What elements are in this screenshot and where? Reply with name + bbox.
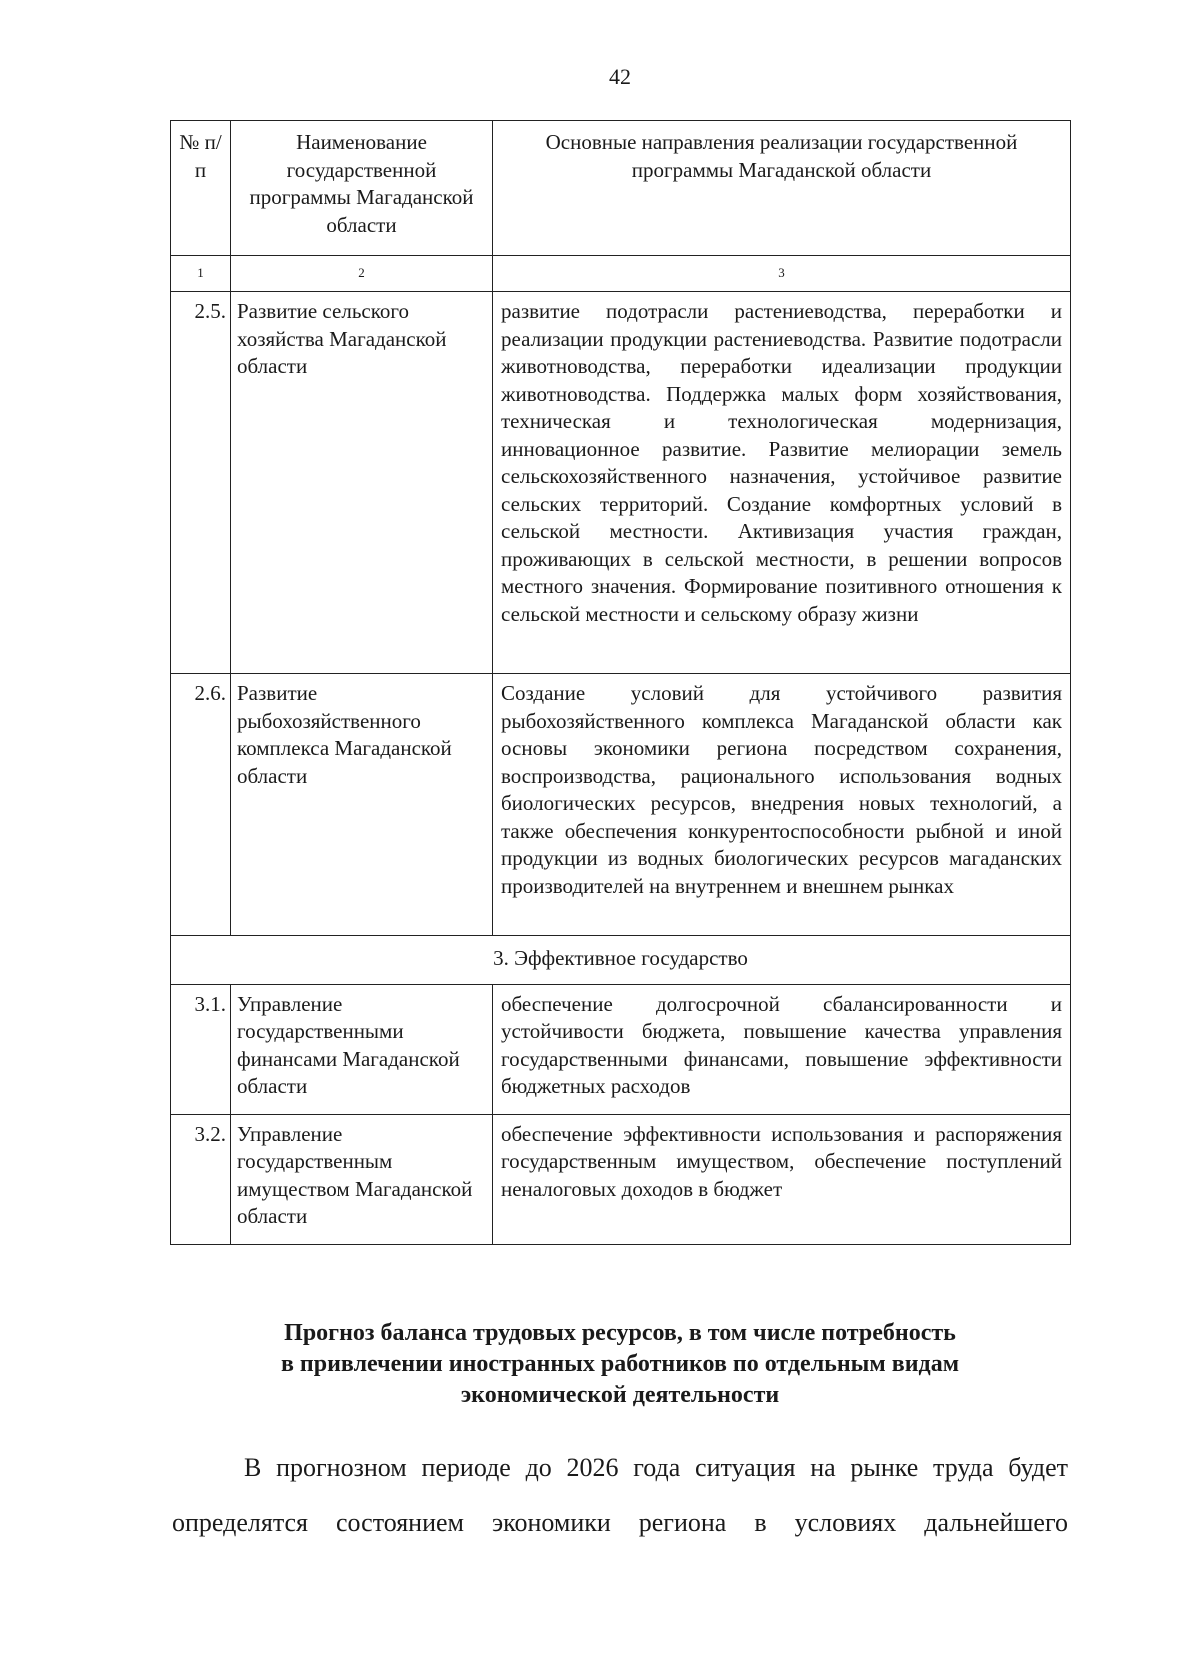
- paragraph-line: определятся состоянием экономики региона в условиях дальнейшего: [172, 1508, 1068, 1537]
- section-title: 3. Эффективное государство: [171, 936, 1071, 985]
- column-number: 2: [231, 256, 493, 292]
- program-directions: обеспечение эффективности использования и распоряжения государственным имуществом, обеспечение поступлений неналоговых доходов в бюджет: [493, 1114, 1071, 1244]
- heading-line: экономической деятельности: [460, 1382, 780, 1408]
- program-directions: Создание условий для устойчивого развития рыбохозяйственного комплекса Магаданской области как основы экономики региона посредством сохранения, воспроизводства, рационального использования водных биологических ресурсов, внедрения новых технологий, а также обеспечения конкурентоспособности рыбной и иной продукции из водных биологических ресурсов магаданских производителей на внутреннем и внешнем рынках: [493, 674, 1071, 936]
- program-directions: обеспечение долгосрочной сбалансированности и устойчивости бюджета, повышение качества управления государственными финансами, повышение эффективности бюджетных расходов: [493, 984, 1071, 1114]
- body-paragraph: [172, 1440, 1068, 1550]
- program-name: Развитие сельского хозяйства Магаданской области: [231, 292, 493, 674]
- row-number: 2.6.: [171, 674, 231, 936]
- program-name: Развитие рыбохозяйственного комплекса Магаданской области: [231, 674, 493, 936]
- section-heading: [170, 1318, 1070, 1411]
- programs-table: [170, 120, 1071, 1245]
- program-directions: развитие подотрасли растениеводства, переработки и реализации продукции растениеводства. Развитие подотрасли животноводства, переработки идеализации продукции животноводства. Поддержка малых форм хозяйствования, техническая и технологическая модернизация, инновационное развитие. Развитие мелиорации земель сельскохозяйственного назначения, устойчивое развитие сельских территорий. Создание комфортных условий в сельской местности. Активизация участия граждан, проживающих в сельской местности, в решении вопросов местного значения. Формирование позитивного отношения к сельской местности и сельскому образу жизни: [493, 292, 1071, 674]
- table-row: [171, 674, 1071, 936]
- column-number: 3: [493, 256, 1071, 292]
- column-number: 1: [171, 256, 231, 292]
- paragraph-line: В прогнозном периоде до 2026 года ситуация на рынке труда будет: [244, 1453, 1068, 1482]
- section-row: [171, 936, 1071, 985]
- table-header-row: [171, 121, 1071, 256]
- table-row: [171, 984, 1071, 1114]
- program-name: Управление государственным имуществом Магаданской области: [231, 1114, 493, 1244]
- heading-line: Прогноз баланса трудовых ресурсов, в том числе потребность: [284, 1320, 956, 1346]
- header-number: № п/п: [171, 121, 231, 256]
- row-number: 2.5.: [171, 292, 231, 674]
- heading-line: в привлечении иностранных работников по отдельным видам: [280, 1351, 960, 1377]
- header-directions: Основные направления реализации государственной программы Магаданской области: [493, 121, 1071, 256]
- page-number: 42: [609, 64, 631, 89]
- program-name: Управление государственными финансами Магаданской области: [231, 984, 493, 1114]
- column-number-row: [171, 256, 1071, 292]
- table-row: [171, 1114, 1071, 1244]
- row-number: 3.2.: [171, 1114, 231, 1244]
- table-row: [171, 292, 1071, 674]
- row-number: 3.1.: [171, 984, 231, 1114]
- header-program-name: Наименование государственной программы Магаданской области: [231, 121, 493, 256]
